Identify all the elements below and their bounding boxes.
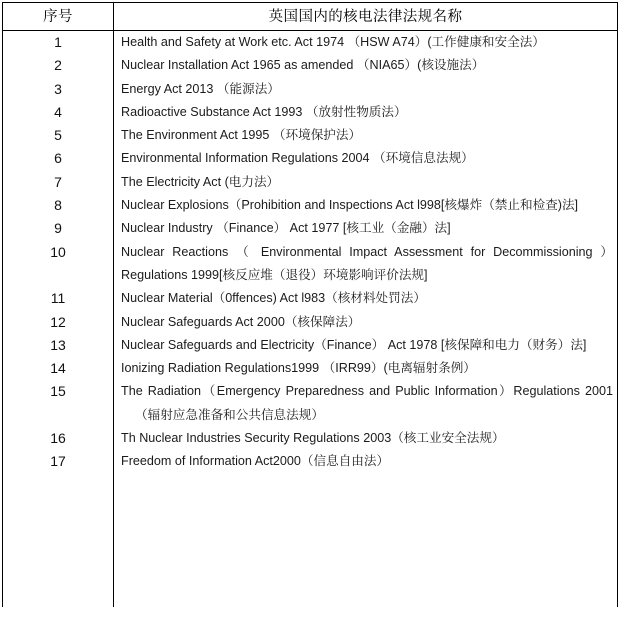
row-number-cell — [3, 101, 114, 124]
row-number: 13 — [50, 336, 66, 353]
law-name — [121, 427, 614, 450]
law-name-cell — [114, 380, 618, 427]
table-body — [3, 31, 618, 607]
law-name-line: Nuclear Reactions （ Environmental Impact Assessment for Decommissioning ） — [121, 244, 613, 259]
row-number-cell — [3, 31, 114, 55]
row-number-cell — [3, 311, 114, 334]
column-header-no-label: 序号 — [43, 8, 73, 25]
row-number: 5 — [54, 127, 62, 144]
table-row — [3, 54, 618, 77]
law-name-cell — [114, 450, 618, 473]
law-name-line: Nuclear Safeguards and Electricity（Finance） Act 1978 [核保障和电力（财务）法] — [121, 337, 587, 352]
law-name — [121, 78, 614, 101]
law-name — [121, 101, 614, 124]
column-header-no — [3, 3, 114, 31]
column-header-name-label: 英国国内的核电法律法规名称 — [268, 8, 463, 25]
table-row — [3, 287, 618, 310]
law-name-cell — [114, 217, 618, 240]
law-name-line: Nuclear Industry （Finance） Act 1977 [核工业（金融）法] — [121, 221, 451, 236]
row-number-cell — [3, 380, 114, 427]
row-number: 9 — [54, 220, 62, 237]
law-name-cell — [114, 357, 618, 380]
row-number: 8 — [54, 197, 62, 214]
row-number: 4 — [54, 103, 62, 120]
law-name-cell — [114, 124, 618, 147]
row-number: 11 — [50, 290, 66, 307]
law-name — [121, 217, 614, 240]
table-row — [3, 217, 618, 240]
law-name-cell — [114, 311, 618, 334]
law-name-line: Ionizing Radiation Regulations1999 （IRR99）(电离辐射条例） — [121, 361, 476, 376]
law-name — [121, 380, 614, 427]
row-number-cell — [3, 450, 114, 473]
law-name-line: Environmental Information Regulations 2004 （环境信息法规） — [121, 151, 474, 166]
law-name-line: Th Nuclear Industries Security Regulations 2003（核工业安全法规） — [121, 431, 505, 446]
law-name — [121, 357, 614, 380]
empty-name-cell — [114, 474, 618, 607]
law-name-line: The Radiation（Emergency Preparedness and Public Information）Regulations 2001 — [121, 384, 613, 399]
row-number: 6 — [54, 150, 62, 167]
law-name-line: Nuclear Explosions（Prohibition and Inspections Act l998[核爆炸（禁止和检查)法] — [121, 198, 579, 213]
law-name-cell — [114, 78, 618, 101]
row-number: 2 — [54, 57, 62, 74]
law-name-line: Radioactive Substance Act 1993 （放射性物质法） — [121, 104, 407, 119]
table-header-row — [3, 3, 618, 31]
table-row — [3, 380, 618, 427]
law-name-line: Regulations 1999[核反应堆（退役）环境影响评价法规] — [121, 267, 428, 282]
row-number-cell — [3, 171, 114, 194]
empty-number-cell — [3, 474, 114, 607]
table-row — [3, 101, 618, 124]
row-number-cell — [3, 124, 114, 147]
column-header-name — [114, 3, 618, 31]
law-name — [121, 334, 614, 357]
law-name-line: Energy Act 2013 （能源法） — [121, 81, 280, 96]
row-number-cell — [3, 427, 114, 450]
table-row — [3, 124, 618, 147]
table-row — [3, 31, 618, 55]
law-name-line: The Electricity Act (电力法） — [121, 174, 280, 189]
row-number-cell — [3, 241, 114, 288]
row-number-cell — [3, 147, 114, 170]
row-number-cell — [3, 194, 114, 217]
law-name — [121, 171, 614, 194]
row-number: 12 — [50, 313, 66, 330]
row-number: 15 — [50, 383, 66, 400]
row-number: 7 — [54, 173, 62, 190]
law-name-line: Health and Safety at Work etc. Act 1974 （HSW A74）(工作健康和安全法） — [121, 35, 545, 49]
table-empty-area — [3, 474, 618, 607]
row-number-cell — [3, 334, 114, 357]
law-name-line: Nuclear Material（0ffences) Act l983（核材料处罚法） — [121, 291, 426, 306]
row-number-cell — [3, 78, 114, 101]
row-number: 3 — [54, 80, 62, 97]
law-name-line: Freedom of Information Act2000（信息自由法） — [121, 454, 390, 469]
row-number: 10 — [50, 243, 66, 260]
law-name-cell — [114, 194, 618, 217]
row-number: 17 — [50, 453, 66, 470]
table-row — [3, 450, 618, 473]
table-row — [3, 78, 618, 101]
table-row — [3, 194, 618, 217]
law-name — [121, 147, 614, 170]
law-name — [121, 311, 614, 334]
table-row — [3, 171, 618, 194]
table-row — [3, 334, 618, 357]
law-name-cell — [114, 101, 618, 124]
law-name-cell — [114, 427, 618, 450]
law-name — [121, 194, 614, 217]
row-number: 16 — [50, 430, 66, 447]
table-row — [3, 147, 618, 170]
row-number: 14 — [50, 360, 66, 377]
law-name-cell — [114, 171, 618, 194]
law-name-line: （辐射应急准备和公共信息法规） — [135, 407, 324, 422]
law-name-line: Nuclear Installation Act 1965 as amended （NIA65）(核设施法） — [121, 58, 485, 73]
law-name — [121, 287, 614, 310]
law-name-cell — [114, 287, 618, 310]
nuclear-law-table — [2, 2, 618, 607]
law-name-line: Nuclear Safeguards Act 2000（核保障法） — [121, 314, 361, 329]
row-number-cell — [3, 287, 114, 310]
law-name — [121, 450, 614, 473]
law-name-cell — [114, 334, 618, 357]
row-number-cell — [3, 357, 114, 380]
law-name — [121, 241, 614, 288]
law-name — [121, 54, 614, 77]
law-name-cell — [114, 241, 618, 288]
table-header — [3, 3, 618, 31]
row-number-cell — [3, 217, 114, 240]
table-row — [3, 241, 618, 288]
row-number: 1 — [54, 34, 62, 50]
table-row — [3, 357, 618, 380]
table-row — [3, 427, 618, 450]
law-name — [121, 124, 614, 147]
table-row — [3, 311, 618, 334]
law-name — [121, 31, 614, 54]
law-name-cell — [114, 147, 618, 170]
row-number-cell — [3, 54, 114, 77]
law-name-cell — [114, 31, 618, 55]
law-name-cell — [114, 54, 618, 77]
law-name-line: The Environment Act 1995 （环境保护法） — [121, 128, 362, 143]
